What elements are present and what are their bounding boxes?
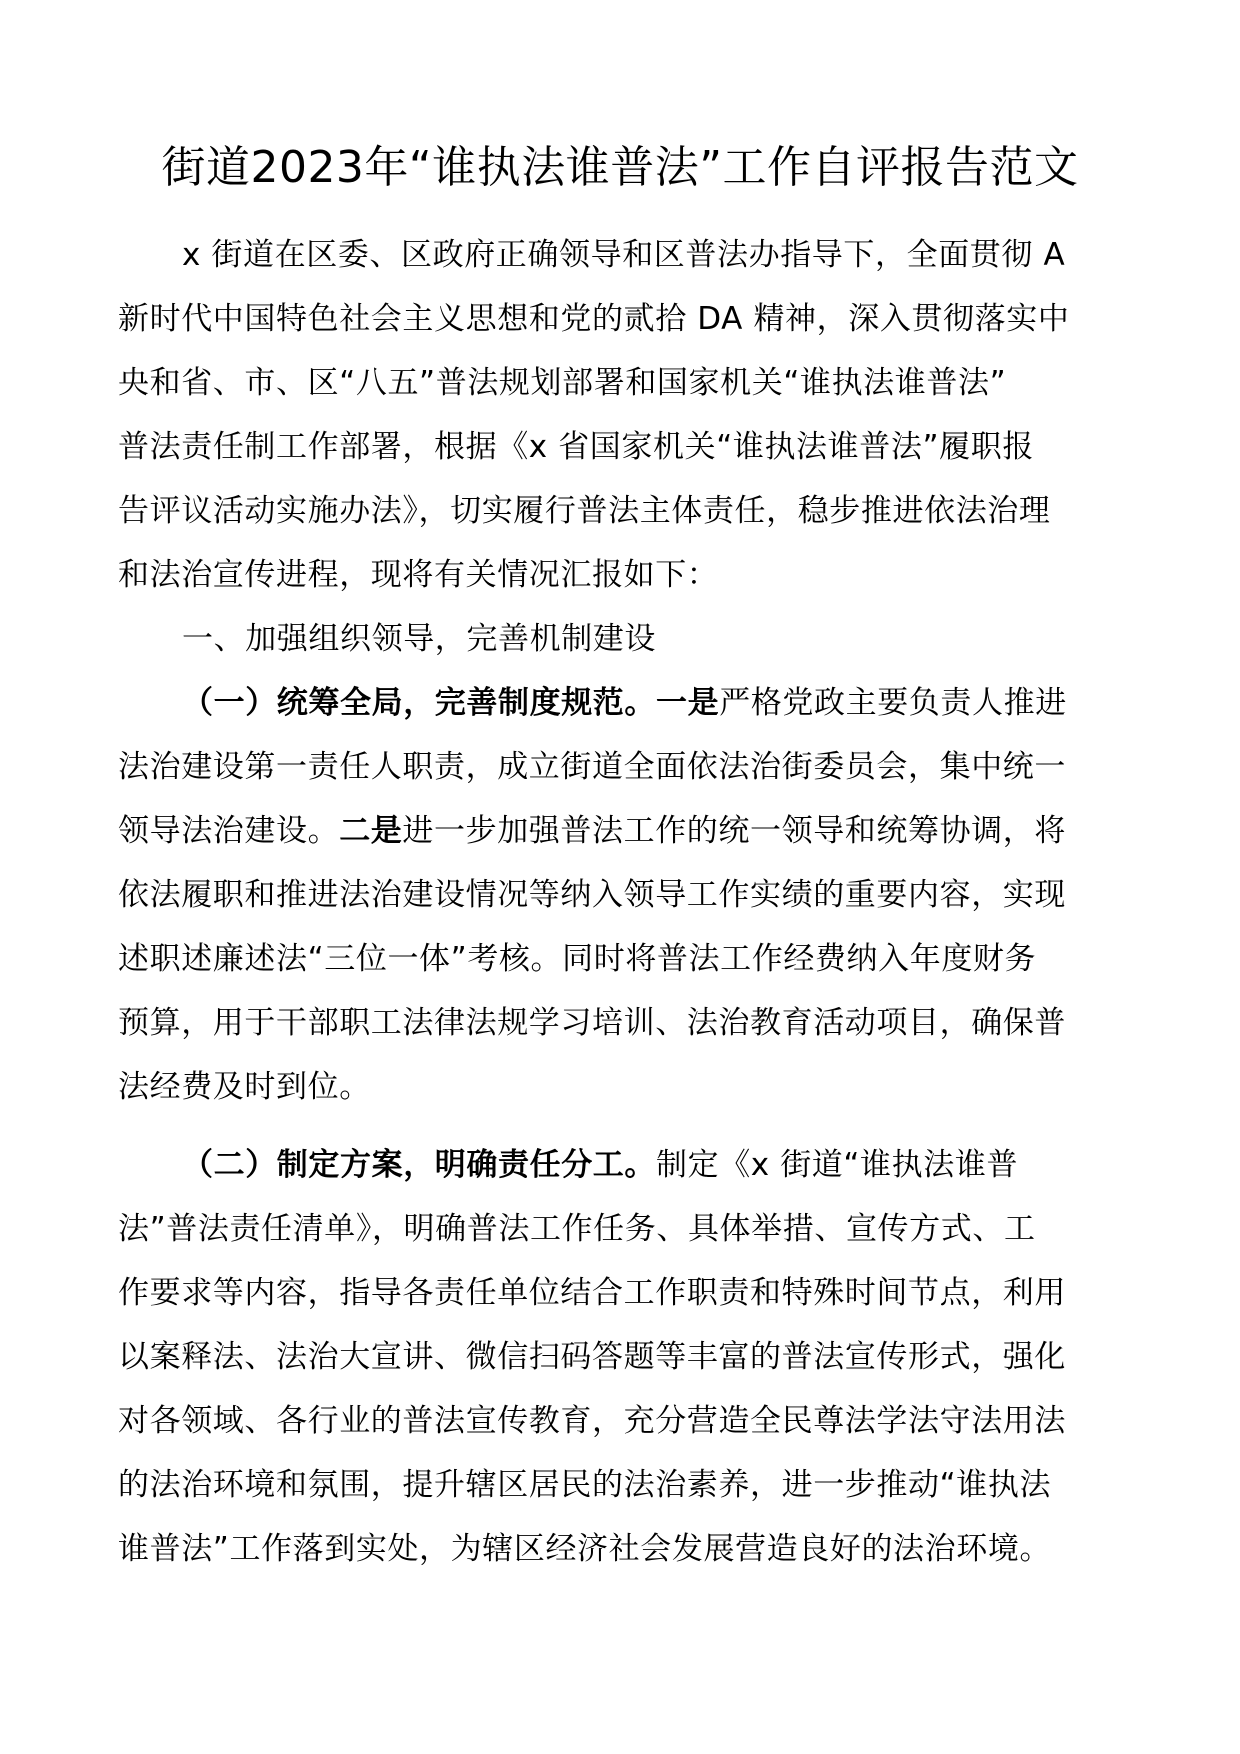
intro-line: 告评议活动实施办法》，切实履行普法主体责任，稳步推进依法治理 [118,493,1051,529]
paragraph-line: 法治建设第一责任人职责，成立街道全面依法治街委员会，集中统一 [118,749,1066,785]
intro-line: 央和省、市、区“八五”普法规划部署和国家机关“谁执法谁普法” [118,365,1007,401]
subsection-heading: （一）统筹全局，完善制度规范。 [182,685,656,721]
document-body [118,223,1128,1581]
paragraph-line: 的法治环境和氛围，提升辖区居民的法治素养，进一步推动“谁执法 [118,1467,1052,1503]
intro-line: 新时代中国特色社会主义思想和党的贰拾 DA 精神，深入贯彻落实中 [118,301,1070,337]
paragraph-line: 作要求等内容，指导各责任单位结合工作职责和特殊时间节点，利用 [118,1275,1066,1311]
list-marker: 一是 [656,685,720,721]
paragraph-line: 法”普法责任清单》，明确普法工作任务、具体举措、宣传方式、工 [118,1211,1036,1247]
subsection-2-paragraph [118,1133,1128,1581]
paragraph-line: 法经费及时到位。 [118,1069,371,1105]
paragraph-line [118,1133,1128,1197]
section-heading: 一、加强组织领导，完善机制建设 [182,621,656,657]
document-title: 街道2023年“谁执法谁普法”工作自评报告范文 [161,142,1079,193]
paragraph-line: 对各领域、各行业的普法宣传教育，充分营造全民尊法学法守法用法 [118,1403,1066,1439]
paragraph-text: 领导法治建设。 [118,813,340,849]
paragraph-text: 进一步加强普法工作的统一领导和统筹协调，将 [402,813,1067,849]
paragraph-line: 谁普法”工作落到实处，为辖区经济社会发展营造良好的法治环境。 [118,1531,1052,1567]
paragraph-line: 述职述廉述法“三位一体”考核。同时将普法工作经费纳入年度财务 [118,941,1037,977]
subsection-1-paragraph [118,671,1128,1119]
paragraph-line: 以案释法、法治大宣讲、微信扫码答题等丰富的普法宣传形式，强化 [118,1339,1066,1375]
intro-line: x 街道在区委、区政府正确领导和区普法办指导下，全面贯彻 A [182,237,1066,273]
intro-line: 普法责任制工作部署，根据《x 省国家机关“谁执法谁普法”履职报 [118,429,1034,465]
list-marker: 二是 [339,813,403,849]
paragraph-spacer [118,1119,1128,1133]
intro-paragraph [118,223,1128,607]
paragraph-line: 预算，用于干部职工法律法规学习培训、法治教育活动项目，确保普 [118,1005,1066,1041]
paragraph-text: 严格党政主要负责人推进 [719,685,1067,721]
paragraph-line [118,799,1128,863]
intro-line: 和法治宣传进程，现将有关情况汇报如下： [118,557,719,593]
subsection-heading: （二）制定方案，明确责任分工。 [182,1147,656,1183]
paragraph-line: 依法履职和推进法治建设情况等纳入领导工作实绩的重要内容，实现 [118,877,1066,913]
paragraph-text: 制定《x 街道“谁执法谁普 [656,1147,1019,1183]
paragraph-line [118,671,1128,735]
